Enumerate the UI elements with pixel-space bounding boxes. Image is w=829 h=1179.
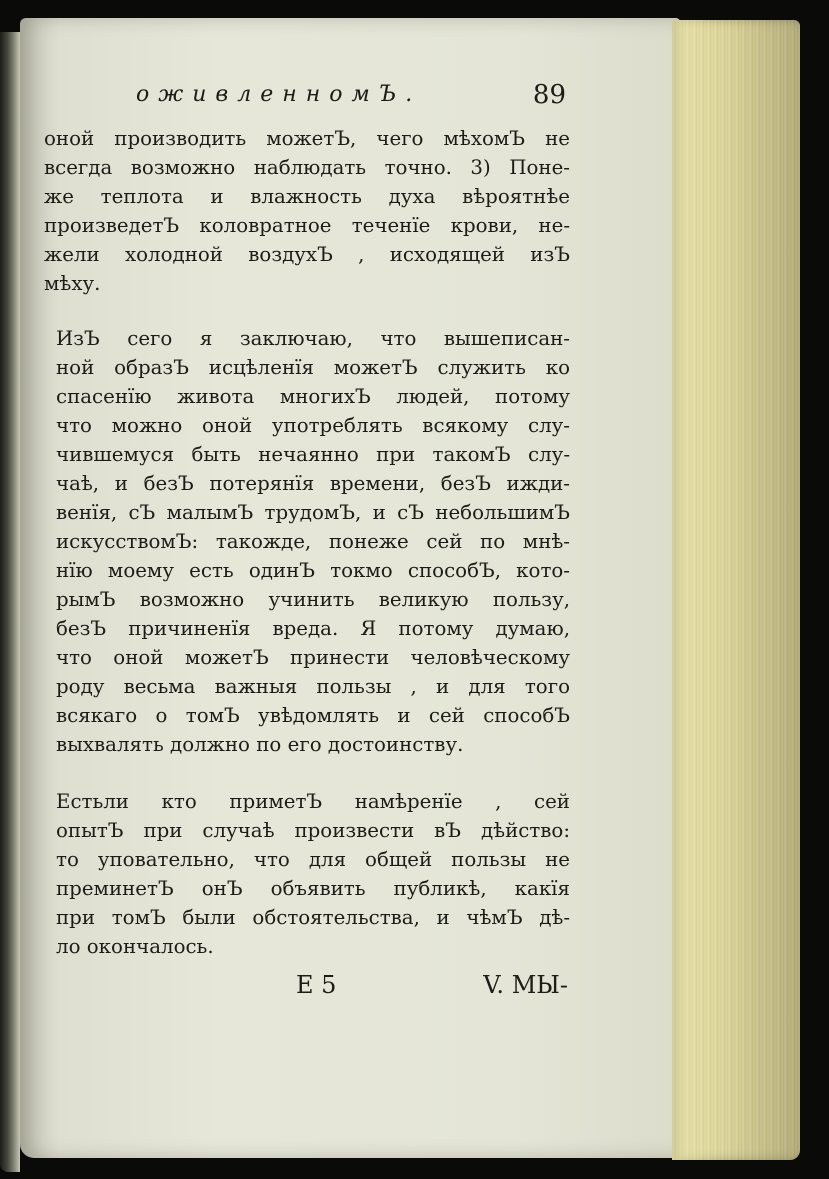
text-line: всегда возможно наблюдать точно. 3) Поне-	[44, 156, 570, 179]
page-fore-edge	[672, 20, 800, 1160]
running-head	[44, 80, 570, 124]
text-line: искусствомЪ: такожде, понеже сей по мнѣ-	[56, 530, 570, 553]
text-line: ной образЪ исцѣленїя можетЪ служить ко	[56, 356, 570, 379]
text-block	[44, 80, 570, 1011]
running-head-title: оживленномЪ.	[136, 82, 422, 107]
text-line: рымЪ возможно учинить великую пользу,	[56, 588, 570, 611]
signature-mark: E 5	[296, 971, 337, 999]
text-line: что оной можетЪ принести человѣческому	[56, 646, 570, 669]
text-line: Естьли кто приметЪ намѣренїе , сей	[56, 790, 570, 813]
text-line: роду весьма важныя пользы , и для того	[56, 675, 570, 698]
text-line: венїя, сЪ малымЪ трудомЪ, и сЪ небольшимЪ	[56, 501, 570, 524]
text-line: произведетЪ коловратное теченїе крови, не-	[44, 214, 570, 237]
text-line: при томЪ были обстоятельства, и чѣмЪ дѣ-	[56, 906, 570, 929]
text-line: оной производить можетЪ, чего мѣхомЪ не	[44, 127, 570, 150]
paragraph-1	[44, 124, 570, 298]
text-line: жели холодной воздухЪ , исходящей изЪ	[44, 243, 570, 266]
text-line: же теплота и влажность духа вѣроятнѣе	[44, 185, 570, 208]
text-line: опытЪ при случаѣ произвести вЪ дѣйство:	[56, 819, 570, 842]
text-line: ИзЪ сего я заключаю, что вышеписан-	[56, 327, 570, 350]
paragraph-2	[44, 324, 570, 759]
text-line: чившемуся быть нечаянно при такомЪ слу-	[56, 443, 570, 466]
paragraph-3	[44, 787, 570, 961]
text-line: нїю моему есть одинЪ токмо способЪ, кото-	[56, 559, 570, 582]
text-line: всякаго о томЪ увѣдомлять и сей способЪ	[56, 704, 570, 727]
text-line: мѣху.	[44, 272, 101, 295]
page-number: 89	[532, 80, 566, 110]
text-line: чаѣ, и безЪ потерянїя времени, безЪ ижди-	[56, 472, 570, 495]
text-line: ло окончалось.	[56, 935, 214, 958]
text-line: выхвалять должно по его достоинству.	[56, 733, 464, 756]
text-line: что можно оной употреблять всякому слу-	[56, 414, 570, 437]
text-line: преминетЪ онЪ объявить публикѣ, какїя	[56, 877, 570, 900]
text-line: безЪ причиненїя вреда. Я потому думаю,	[56, 617, 570, 640]
left-page-edge	[0, 32, 20, 1172]
catchword: V. МЫ-	[483, 971, 568, 999]
text-line: то уповательно, что для общей пользы не	[56, 848, 570, 871]
page-footer	[44, 971, 570, 1011]
text-line: спасенїю живота многихЪ людей, потому	[56, 385, 570, 408]
